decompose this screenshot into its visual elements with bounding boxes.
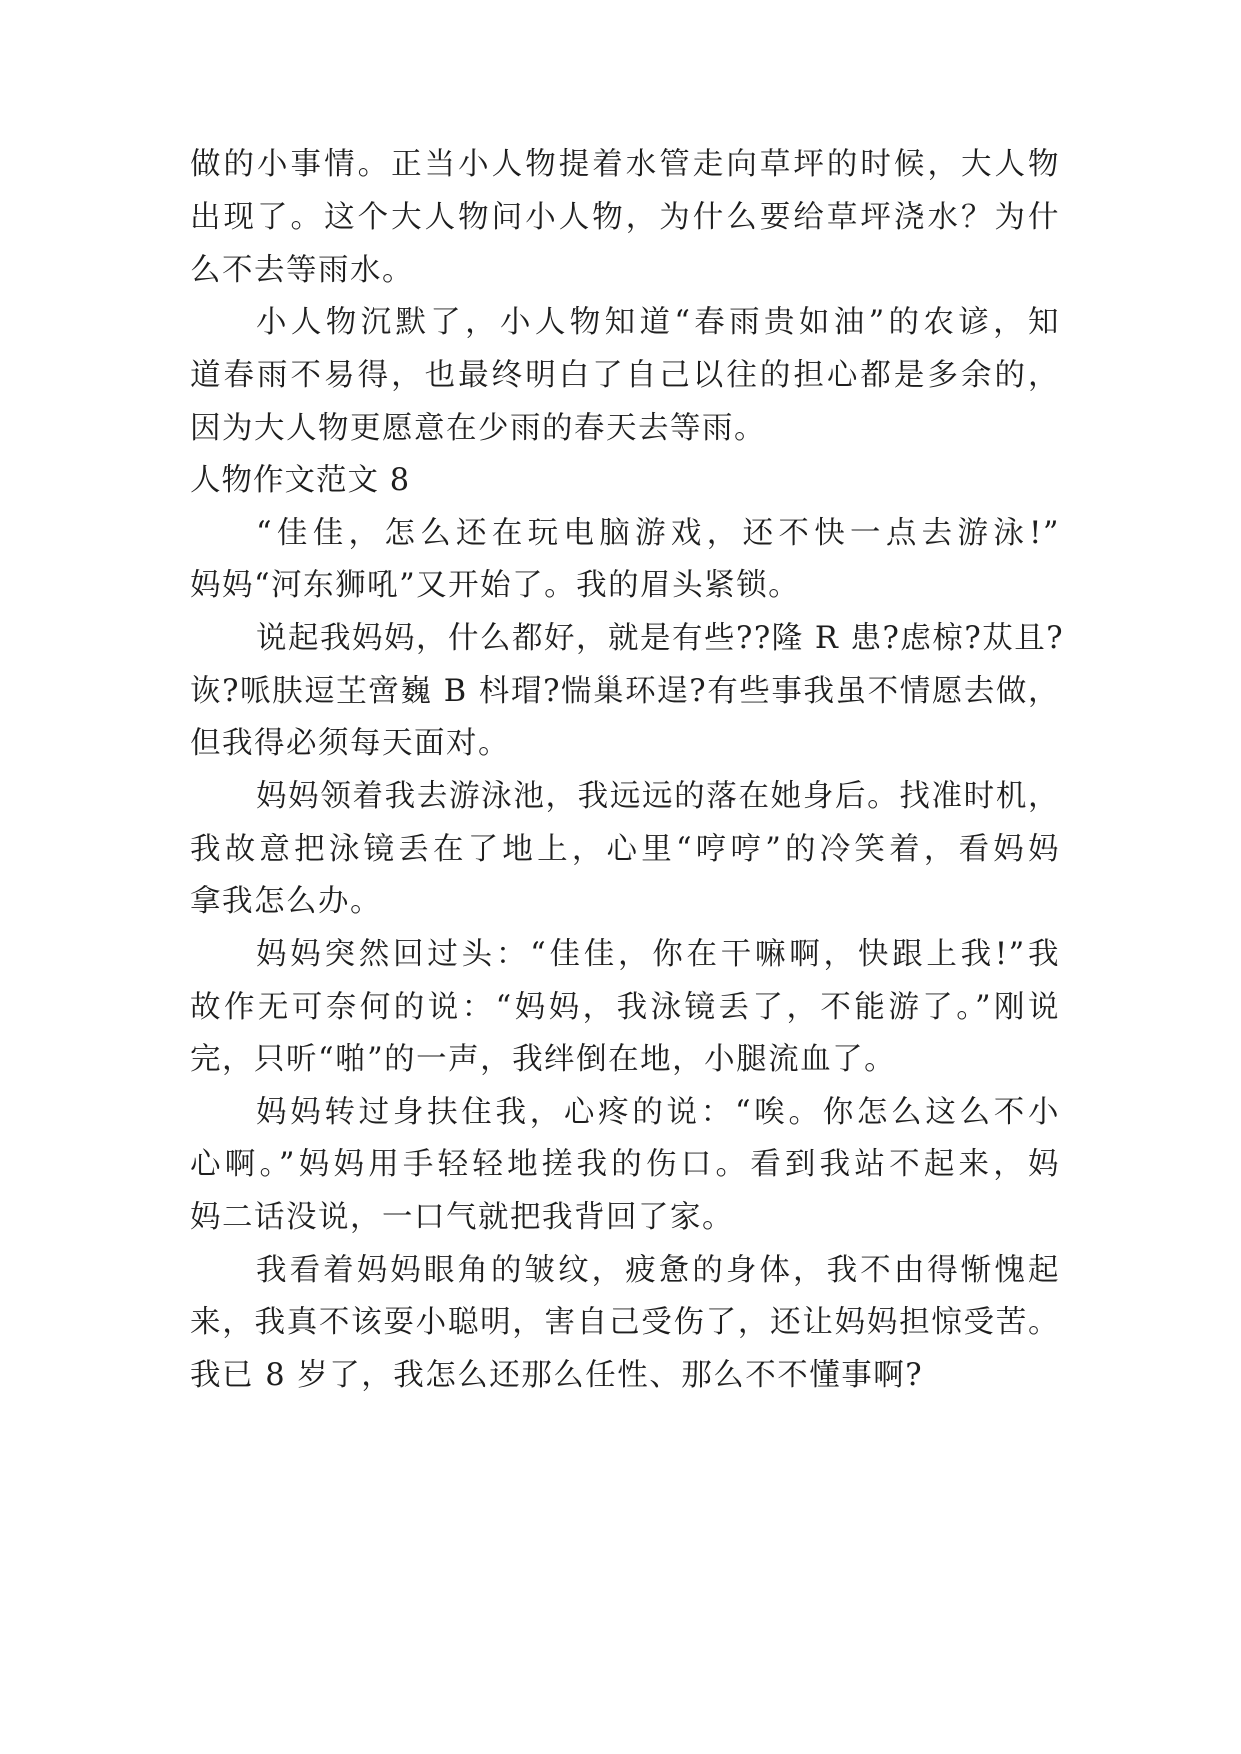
text-line: “佳佳，怎么还在玩电脑游戏，还不快一点去游泳!” [256, 516, 1060, 551]
text-line: 么不去等雨水。 [190, 253, 414, 288]
text-line: 道春雨不易得，也最终明白了自己以往的担心都是多余的， [190, 358, 1060, 393]
text-line: 心啊。”妈妈用手轻轻地搓我的伤口。看到我站不起来，妈 [190, 1147, 1060, 1182]
text-line: 拿我怎么办。 [190, 884, 382, 919]
text-line: 妈妈“河东狮吼”又开始了。我的眉头紧锁。 [190, 568, 801, 603]
section-heading: 人物作文范文 8 [190, 463, 411, 498]
text-line: 出现了。这个大人物问小人物，为什么要给草坪浇水？为什 [190, 200, 1060, 235]
text-line: 我已 8 岁了，我怎么还那么任性、那么不不懂事啊? [190, 1358, 924, 1393]
text-line: 诙?哌肤逗芏啻巍 B 枓瑁?惴巢环逞?有些事我虽不情愿去做， [190, 674, 1060, 709]
text-line: 因为大人物更愿意在少雨的春天去等雨。 [190, 411, 766, 446]
text-line: 小人物沉默了，小人物知道“春雨贵如油”的农谚，知 [256, 305, 1060, 340]
text-line: 我故意把泳镜丢在了地上，心里“哼哼”的冷笑着，看妈妈 [190, 832, 1060, 867]
text-line: 但我得必须每天面对。 [190, 726, 510, 761]
text-line: 来，我真不该耍小聪明，害自己受伤了，还让妈妈担惊受苦。 [190, 1305, 1060, 1340]
text-line: 妈妈转过身扶住我，心疼的说：“唉。你怎么这么不小 [256, 1095, 1060, 1130]
text-line: 我看着妈妈眼角的皱纹，疲惫的身体，我不由得惭愧起 [256, 1253, 1060, 1288]
text-line: 妈妈突然回过头：“佳佳，你在干嘛啊，快跟上我!”我 [256, 937, 1060, 972]
text-line: 妈二话没说，一口气就把我背回了家。 [190, 1200, 734, 1235]
text-line: 故作无可奈何的说：“妈妈，我泳镜丢了，不能游了。”刚说 [190, 990, 1060, 1025]
document-page [190, 0, 1065, 1754]
text-line: 妈妈领着我去游泳池，我远远的落在她身后。找准时机， [256, 779, 1060, 814]
text-line: 完，只听“啪”的一声，我绊倒在地，小腿流血了。 [190, 1042, 897, 1077]
text-line: 做的小事情。正当小人物提着水管走向草坪的时候，大人物 [190, 147, 1060, 182]
text-line: 说起我妈妈，什么都好，就是有些??隆 R 患?虑椋?苁且? [256, 621, 1065, 656]
